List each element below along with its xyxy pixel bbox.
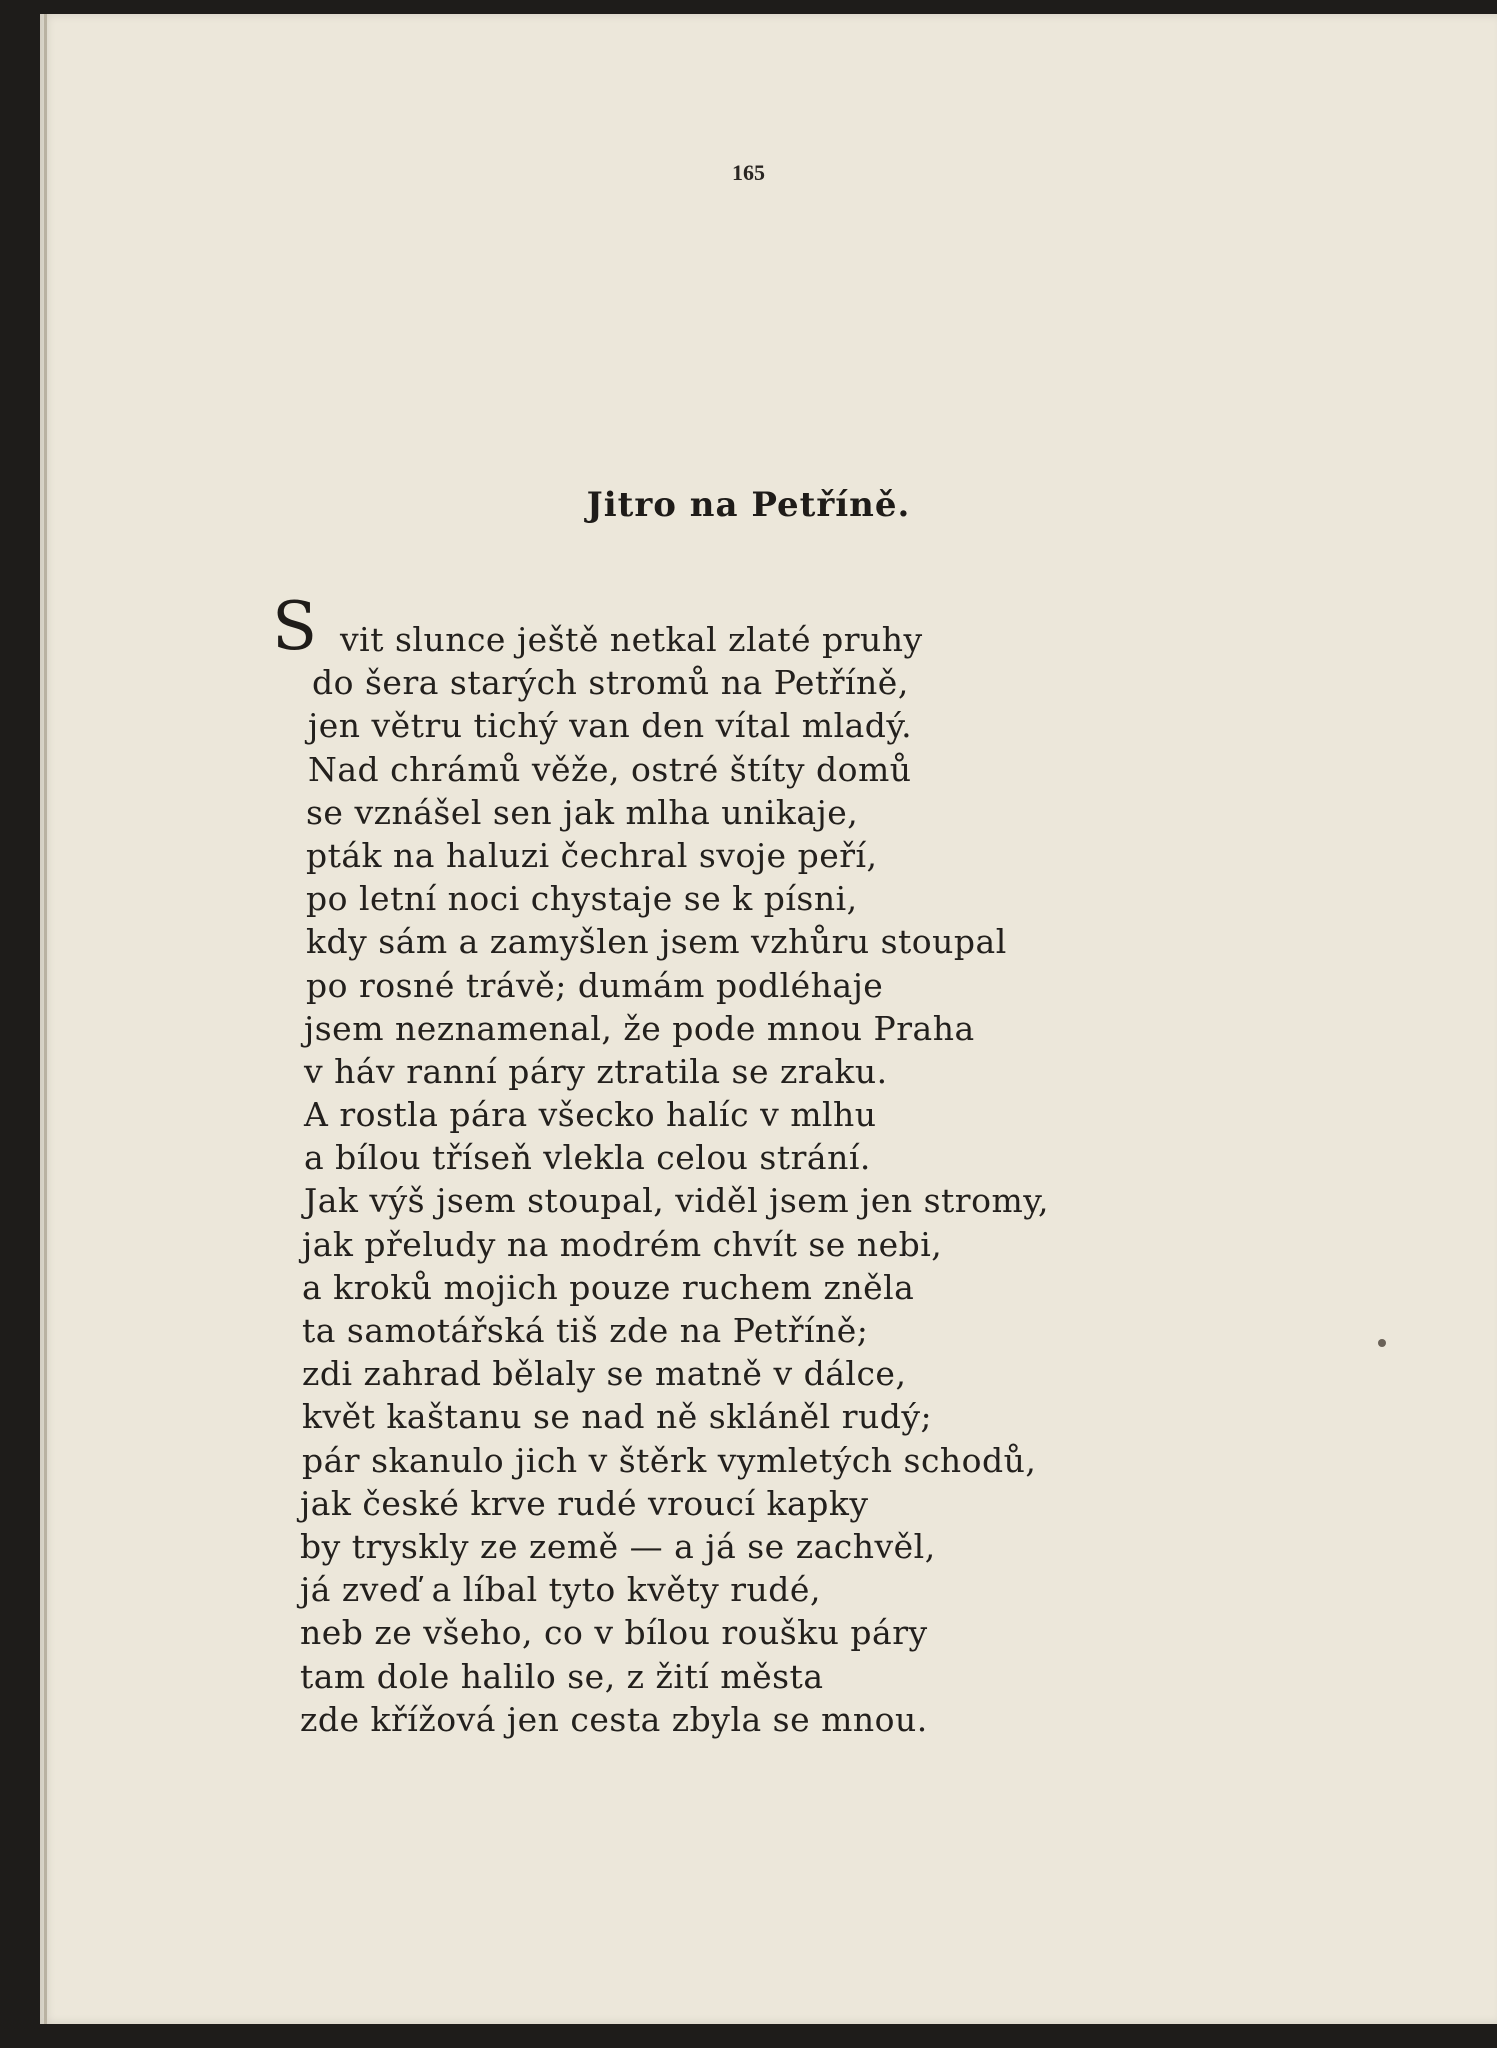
poem-line: zdi zahrad bělaly se matně v dálce, (302, 1354, 907, 1394)
scan-bottom-edge (0, 2024, 1497, 2048)
poem-line: A rostla pára všecko halíc v mlhu (304, 1095, 877, 1135)
poem-line: jen větru tichý van den vítal mladý. (308, 706, 913, 746)
poem-line: jak české krve rudé vroucí kapky (300, 1483, 869, 1523)
poem-line: jsem neznamenal, že pode mnou Praha (304, 1008, 975, 1048)
poem-line: květ kaštanu se nad ně skláněl rudý; (302, 1397, 933, 1437)
poem-line: a bílou tříseň vlekla celou strání. (304, 1138, 871, 1178)
poem-line: ta samotářská tiš zde na Petříně; (302, 1311, 869, 1350)
page-gutter (44, 14, 47, 2024)
poem-body (300, 618, 1049, 1741)
poem-title: Jitro na Petříně. (586, 485, 911, 525)
poem-line: po rosné trávě; dumám podléhaje (306, 965, 884, 1005)
poem-line: Nad chrámů věže, ostré štíty domů (308, 749, 912, 789)
poem-line: kdy sám a zamyšlen jsem vzhůru stoupal (306, 922, 1007, 962)
poem-line: vit slunce ještě netkal zlaté pruhy (340, 620, 923, 659)
page-number: 165 (732, 160, 765, 185)
poem-line: po letní noci chystaje se k písni, (306, 879, 858, 919)
poem-line: do šera starých stromů na Petříně, (312, 663, 909, 703)
poem-line: pár skanulo jich v štěrk vymletých schodů, (302, 1440, 1037, 1480)
poem-line: by tryskly ze země — a já se zachvěl, (300, 1526, 936, 1566)
paper-speck (1378, 1339, 1386, 1347)
poem-line: a kroků mojich pouze ruchem zněla (302, 1267, 915, 1307)
poem-line: pták na haluzi čechral svoje peří, (306, 835, 878, 875)
poem-line: tam dole halilo se, z žití města (300, 1656, 824, 1696)
poem-line: jak přeludy na modrém chvít se nebi, (302, 1224, 943, 1264)
poem-line: neb ze všeho, co v bílou roušku páry (300, 1613, 928, 1653)
drop-initial: S (272, 588, 318, 665)
poem-line: v háv ranní páry ztratila se zraku. (304, 1051, 888, 1091)
poem-line: se vznášel sen jak mlha unikaje, (306, 792, 859, 832)
poem-line: Jak výš jsem stoupal, viděl jsem jen stromy, (304, 1181, 1049, 1221)
poem-line: já zveď a líbal tyto květy rudé, (300, 1570, 821, 1610)
poem-line: zde křížová jen cesta zbyla se mnou. (300, 1699, 928, 1739)
